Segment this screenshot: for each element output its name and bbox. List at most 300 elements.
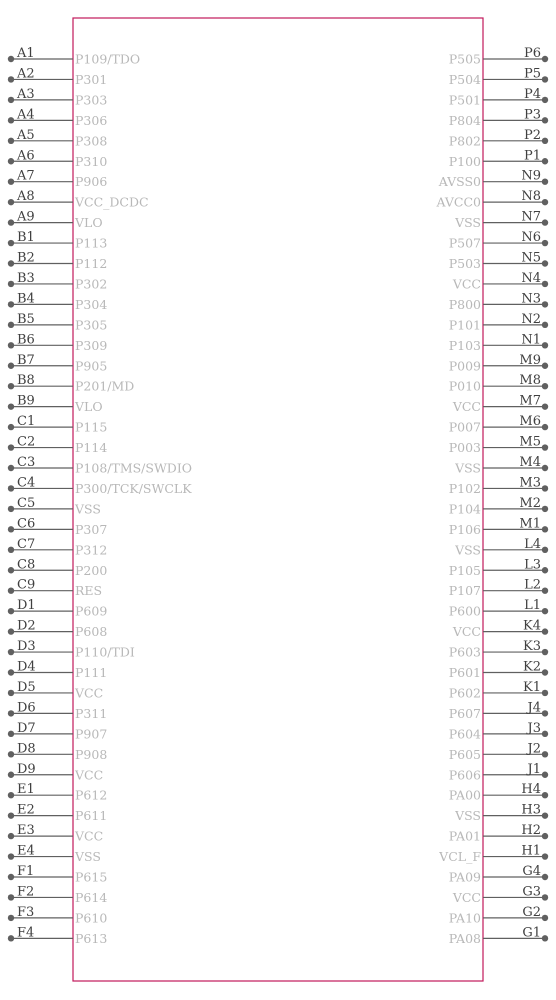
pin-number: M7 [519,393,541,409]
right-pin-g3 [452,884,548,905]
left-pin-f4 [8,925,108,946]
right-pin-p3 [449,107,548,128]
pin-end-dot [542,628,548,634]
pin-name: P103 [448,337,481,353]
pin-name: P102 [448,480,481,496]
pin-end-dot [8,506,14,512]
pin-end-dot [8,608,14,614]
right-pin-n5 [449,251,548,272]
pin-name: VCC [75,767,104,783]
pin-number: P5 [523,66,541,82]
pin-number: C7 [17,536,36,552]
pin-name: P007 [448,419,481,435]
pin-number: N1 [521,332,541,348]
pin-name: VLO [75,215,103,231]
pin-end-dot [8,526,14,532]
pin-number: A2 [17,66,35,82]
right-pin-p1 [449,148,548,169]
pin-name: P907 [75,726,108,742]
pin-name: P304 [75,296,108,312]
pin-number: A1 [17,46,35,61]
right-pin-k1 [449,680,548,701]
right-pin-p2 [449,128,548,149]
left-pin-e2 [8,803,107,824]
pin-number: D8 [17,741,36,757]
pin-name: P308 [75,133,108,149]
pin-name: P614 [75,889,108,905]
pin-end-dot [8,158,14,164]
right-pin-n9 [438,169,548,190]
pin-number: N7 [521,209,541,225]
pin-name: P300/TCK/SWCLK [75,480,192,496]
left-pin-c5 [8,496,101,517]
pin-number: D6 [17,700,36,716]
pin-end-dot [542,444,548,450]
right-pin-n8 [435,189,548,210]
pin-number: G2 [522,904,541,920]
pin-number: N6 [521,230,541,246]
pin-name: P010 [448,378,481,394]
pin-end-dot [8,935,14,941]
pin-number: K3 [523,639,541,655]
pin-name: P306 [75,112,108,128]
pin-number: M1 [519,516,541,532]
pin-end-dot [542,117,548,123]
right-pin-h4 [449,782,548,803]
pin-number: E2 [17,802,35,818]
right-pin-n2 [449,312,548,333]
left-pin-a6 [8,148,108,169]
pin-end-dot [542,485,548,491]
left-pin-b4 [8,291,108,312]
right-pin-p6 [449,46,548,67]
pin-end-dot [8,322,14,328]
pin-name: P607 [448,705,481,721]
left-pin-b3 [8,271,107,292]
left-pin-a9 [8,210,103,231]
pin-name: P613 [75,930,108,946]
right-pin-j1 [449,762,548,783]
pin-number: M4 [519,455,541,470]
right-pin-l4 [454,537,548,558]
pin-name: P107 [448,583,481,599]
right-pin-l1 [449,598,548,619]
right-pin-m3 [449,475,548,496]
pin-number: P1 [523,148,541,164]
left-pin-b1 [8,230,108,251]
right-pin-m1 [449,516,548,537]
pin-name: P106 [448,521,481,537]
pin-end-dot [542,301,548,307]
right-pin-n4 [452,271,548,292]
left-pin-c1 [8,414,107,435]
left-pin-d5 [8,680,103,701]
left-pin-d2 [8,619,108,640]
right-pin-g1 [449,925,548,946]
right-pin-h2 [449,823,548,844]
pin-name: P800 [448,296,481,312]
pin-number: B5 [17,311,35,327]
pin-number: J2 [527,741,541,757]
left-pin-d1 [8,598,108,619]
pin-number: C5 [17,495,36,511]
pin-name: P908 [75,746,108,762]
pin-end-dot [542,76,548,82]
pin-number: K4 [523,618,541,634]
pin-number: D1 [17,598,36,614]
pin-name: P307 [75,521,108,537]
left-pin-e4 [8,844,101,865]
left-pin-d6 [8,700,107,721]
pin-name: P605 [448,746,481,762]
pin-name: VCC [75,828,104,844]
pin-end-dot [8,342,14,348]
pin-number: F3 [17,904,35,920]
pin-name: PA10 [448,910,481,926]
pin-number: E4 [17,843,35,859]
pin-name: VCC_DCDC [75,194,149,210]
pin-number: N9 [521,168,541,184]
pin-end-dot [542,240,548,246]
pin-end-dot [8,690,14,696]
right-pin-m6 [449,414,548,435]
pin-number: E1 [17,782,35,798]
pin-end-dot [542,138,548,144]
pin-end-dot [8,731,14,737]
pin-end-dot [8,240,14,246]
pin-name: P311 [75,705,108,721]
pin-number: D5 [17,679,36,695]
left-pin-f2 [8,884,108,905]
pin-number: C8 [17,557,36,573]
pin-number: G3 [522,884,541,900]
pin-number: P6 [523,46,541,61]
pin-number: E3 [17,823,35,839]
left-pin-a3 [8,87,108,108]
pin-name: P200 [75,562,108,578]
pin-end-dot [542,710,548,716]
pin-number: B7 [17,352,35,368]
pin-name: P507 [448,235,481,251]
left-pin-c6 [8,516,108,537]
left-pin-d9 [8,762,103,783]
left-pin-c7 [8,537,107,558]
right-pin-m9 [449,353,548,374]
right-pin-k2 [449,660,548,681]
pin-end-dot [8,485,14,491]
pin-end-dot [542,260,548,266]
pin-name: P601 [448,665,481,680]
left-pin-c4 [8,475,192,496]
pin-name: P603 [448,644,481,660]
pin-name: P604 [448,726,481,742]
pin-end-dot [542,731,548,737]
pin-end-dot [8,772,14,778]
pin-name: PA00 [448,787,481,803]
pin-number: C4 [17,475,36,491]
pin-number: P2 [523,127,541,143]
pin-end-dot [542,526,548,532]
pin-number: P3 [523,107,541,123]
pin-number: C2 [17,434,36,450]
pin-end-dot [8,567,14,573]
pin-name: P310 [75,153,108,169]
right-pin-l3 [449,557,548,578]
pin-end-dot [542,690,548,696]
pin-name: P009 [448,358,481,374]
pin-number: L2 [524,577,541,593]
pin-name: P312 [75,542,108,558]
pin-end-dot [8,383,14,389]
pin-name: P104 [448,501,481,517]
pin-name: VSS [75,849,101,865]
pin-number: A3 [17,86,35,102]
ic-body-outline [73,18,483,981]
pin-end-dot [8,76,14,82]
pin-number: B8 [17,373,35,389]
pin-number: M3 [519,475,541,491]
right-pin-m7 [452,394,548,415]
pin-name: VCC [452,276,481,292]
pin-number: F1 [17,864,35,879]
pin-end-dot [542,281,548,287]
pin-end-dot [8,363,14,369]
pin-end-dot [542,363,548,369]
right-pin-n6 [449,230,548,251]
left-pin-d4 [8,660,107,681]
pin-end-dot [542,915,548,921]
pin-name: AVCC0 [436,194,481,210]
left-pin-a2 [8,66,107,87]
pin-name: P305 [75,317,108,333]
pin-end-dot [542,649,548,655]
right-pin-m2 [449,496,548,517]
pin-name: VCC [452,399,481,415]
pin-end-dot [542,853,548,859]
pin-number: H1 [521,843,541,859]
right-pin-n3 [449,291,548,312]
pin-end-dot [542,199,548,205]
pin-end-dot [542,772,548,778]
pin-number: G4 [522,864,541,879]
pin-number: K1 [523,679,541,695]
right-pin-k4 [452,619,548,640]
left-pin-b6 [8,332,108,353]
pin-name: P113 [75,235,108,251]
pin-name: P609 [75,603,108,619]
pin-name: P111 [75,665,108,680]
pin-end-dot [542,383,548,389]
pin-name: P906 [75,174,108,190]
pin-end-dot [542,158,548,164]
pin-name: P802 [448,133,481,149]
pin-end-dot [542,894,548,900]
left-pin-c9 [8,578,102,599]
pin-end-dot [542,322,548,328]
left-pin-e3 [8,823,103,844]
left-pin-c2 [8,435,108,456]
right-pin-n7 [454,210,548,231]
pin-end-dot [542,751,548,757]
left-pin-b8 [8,373,135,394]
pin-number: N5 [521,250,541,266]
pin-end-dot [542,342,548,348]
pin-end-dot [8,669,14,675]
pin-end-dot [542,547,548,553]
pin-end-dot [542,465,548,471]
pin-name: P201/MD [75,378,135,394]
pin-name: VSS [455,460,481,476]
pin-name: RES [75,583,103,599]
left-pin-c3 [8,455,192,476]
pin-name: VSS [455,215,481,231]
pin-number: D4 [17,659,36,675]
right-pin-h3 [454,803,548,824]
pin-name: P109/TDO [75,51,141,67]
pin-end-dot [542,506,548,512]
right-pin-g4 [449,864,548,885]
pin-name: P003 [448,440,481,456]
left-pin-a8 [8,189,149,210]
pin-end-dot [8,649,14,655]
pin-number: F2 [17,884,35,900]
pin-end-dot [8,138,14,144]
pin-name: P503 [448,256,481,271]
right-pin-group [435,46,548,946]
pin-end-dot [8,628,14,634]
pin-end-dot [542,833,548,839]
pin-name: VLO [75,399,103,415]
right-pin-g2 [449,905,548,926]
pin-end-dot [8,281,14,287]
pin-name: P309 [75,337,108,353]
pin-name: VCC [75,685,104,701]
pin-end-dot [8,894,14,900]
pin-number: H2 [521,823,541,839]
pin-end-dot [542,669,548,675]
pin-number: L3 [524,557,541,573]
pin-number: G1 [522,925,541,941]
pin-number: C6 [17,516,36,532]
right-pin-p4 [449,87,548,108]
pin-name: P101 [448,317,481,333]
right-pin-j3 [449,721,548,742]
pin-end-dot [8,199,14,205]
pin-number: P4 [523,86,541,102]
pin-end-dot [8,260,14,266]
pin-name: PA01 [448,828,481,844]
pin-name: P610 [75,910,108,926]
pin-number: L1 [524,598,541,614]
pin-number: A4 [17,107,35,123]
pin-name: P302 [75,276,108,292]
pin-end-dot [8,792,14,798]
pin-end-dot [8,301,14,307]
pin-number: D3 [17,639,36,655]
left-pin-a7 [8,169,108,190]
pin-end-dot [542,97,548,103]
pin-end-dot [542,567,548,573]
pin-number: H3 [521,802,541,818]
left-pin-a5 [8,128,108,149]
pin-end-dot [8,117,14,123]
pin-name: P615 [75,869,108,885]
pin-end-dot [8,833,14,839]
pin-end-dot [8,588,14,594]
right-pin-m5 [449,435,548,456]
pin-name: PA08 [448,930,481,946]
pin-name: P303 [75,92,108,108]
pin-name: P110/TDI [75,644,135,660]
pin-number: N8 [521,189,541,205]
pin-end-dot [542,812,548,818]
left-pin-b5 [8,312,107,333]
pin-name: P612 [75,787,108,803]
pin-end-dot [542,424,548,430]
left-pin-a1 [8,46,140,67]
pin-name: P301 [75,71,108,87]
pin-name: VSS [75,501,101,517]
pin-name: P505 [448,51,481,67]
pin-end-dot [542,588,548,594]
left-pin-a4 [8,107,108,128]
pin-end-dot [8,424,14,430]
pin-name: P105 [448,562,481,578]
pin-name: P606 [448,767,481,783]
pin-name: P611 [75,808,108,824]
pin-number: A9 [17,209,35,225]
left-pin-b2 [8,251,107,272]
right-pin-p5 [449,66,548,87]
pin-end-dot [542,608,548,614]
pin-end-dot [8,179,14,185]
pin-end-dot [8,751,14,757]
pin-name: P504 [448,71,481,87]
pin-number: B9 [17,393,35,409]
pin-name: VSS [455,542,481,558]
pin-number: C1 [17,414,36,430]
pin-end-dot [8,874,14,880]
pin-number: D9 [17,761,36,777]
pin-name: P114 [75,440,108,456]
pin-name: VCC [452,889,481,905]
pin-end-dot [542,179,548,185]
pin-number: A5 [17,127,35,143]
pin-number: J3 [527,720,541,736]
pin-end-dot [8,444,14,450]
pin-end-dot [542,56,548,62]
pin-number: A7 [17,168,35,184]
pin-number: B4 [17,291,35,307]
pin-number: H4 [521,782,541,798]
pin-name: AVSS0 [438,174,481,190]
pin-name: P804 [448,112,481,128]
left-pin-group [8,46,192,946]
pin-number: C9 [17,577,36,593]
pin-number: N2 [521,311,541,327]
pin-number: B3 [17,270,35,286]
pin-number: M2 [519,495,541,511]
pin-end-dot [8,465,14,471]
left-pin-e1 [8,782,107,803]
pin-name: P905 [75,358,108,374]
pin-end-dot [542,792,548,798]
pin-name: P501 [448,92,481,108]
pin-end-dot [8,812,14,818]
pin-number: F4 [17,925,35,941]
pin-name: VSS [455,808,481,824]
pin-number: M9 [519,352,541,368]
